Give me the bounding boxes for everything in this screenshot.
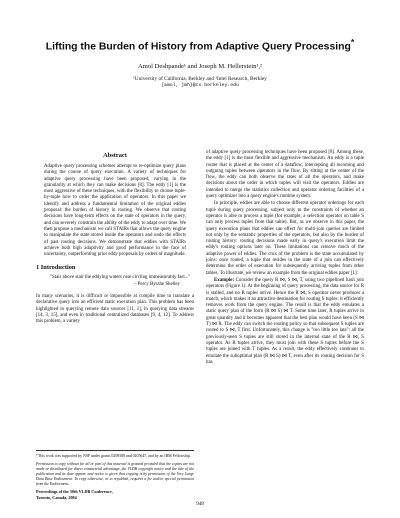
paper-authors: Amol Deshpande¹ and Joseph M. Hellerstein¹,²: [137, 63, 263, 71]
epigraph-quote: "Stair above stair the eddying waters rose circling immeasurably fast...": [50, 275, 191, 281]
right-paragraph-1: of adaptive query processing techniques have been proposed [8]. Among these, the eddy [1] is the most flexible and aggressive mechanism. An eddy is a tuple router that is placed at the center of a dataflow, intercepting all incoming and outgoing tuples between operators in the flow. By sitting at the center of the flow, the eddy can both observe the rates of all the operators, and make decisions about the order in which tuples will visit the operators. Eddies are intended to merge the statistics collection and operator ordering facilities of a query optimizer into a query engine's runtime system.: [206, 150, 364, 200]
right-column: [206, 150, 364, 366]
permission-notice: Permission to copy without fee all or part of this material is granted provided that the copies are not made or distributed for direct commercial advantage, the VLDB copyright notice and the title of the publication and its date appear, and notice is given that copying is by permission of the Very Large Data Base Endowment. To copy otherwise, or to republish, requires a fee and/or special permission from the Endowment.: [36, 461, 194, 486]
left-column: [36, 150, 194, 366]
two-column-body: [36, 150, 364, 366]
abstract-text: Adaptive query processing schemes attempt to re-optimize query plans during the course of query execution. A variety of techniques for adaptive query processing have been proposed, varying in the granularity at which they can make decisions [8]. The eddy [1] is the most aggressive of these techniques, with the flexibility to choose tuple-by-tuple how to order the application of operators. In this paper we identify and address a fundamental limitation of the original eddies proposal: the burden of history in routing. We observe that routing decisions have long-term effects on the state of operators in the query, and can severely constrain the ability of the eddy to adapt over time. We then propose a mechanism we call STAIRs that allows the query engine to manipulate the state stored inside the operators and undo the effects of past routing decisions. We demonstrate that eddies with STAIRs achieve both high adaptivity and good performance in the face of uncertainty, outperforming prior eddy proposals by orders of magnitude.: [44, 164, 186, 258]
title-footnote-mark: *: [350, 37, 355, 47]
example-text: Consider the query R ⋈ₐ S ⋈ₐ T, using two pipelined hash join operators (Figure 1). At the beginning of query processing, the data source for R is stalled, and no R tuples arrive. Hence the R ⋈ₐ S operator never produces a match, which makes it an attractive destination for routing S tuples: it efficiently removes work from the query engine. The result is that the eddy emulates a static query plan of the form (R ⋈ S) ⋈ T. Some time later, R tuples arrive in great quantity and it becomes apparent that the best plan would have been (S ⋈ T) ⋈ R. The eddy can switch the routing policy so that subsequent S tuples are routed to S ⋈ₐ T first. Unfortunately, this change is "too little too late": all the previously-seen S tuples are still stored in the internal state of the R ⋈ₐ S operator. As R tuples arrive, they must join with these S tuples before the S tuples are joined with T tuples. As a result, the eddy effectively continues to emulate the suboptimal plan (R ⋈ S) ⋈ T, even after its routing decision for S has: [206, 277, 364, 365]
example-label: Example:: [214, 277, 235, 283]
footnotes: [36, 450, 194, 500]
page-number: 948: [196, 501, 204, 507]
abstract-section: [36, 152, 194, 258]
paper-emails: {amol, jmh}@cs.berkeley.edu: [161, 82, 239, 88]
paper-title: [36, 36, 364, 53]
funding-footnote: *This work was supported by NSF under grants 0208588 and 0205647, and by an IBM Fellowship.: [36, 454, 191, 458]
proceedings-line: Proceedings of the 30th VLDB Conference,: [36, 489, 113, 495]
paper-affiliation: ¹University of California, Berkley and ²Intel Research, Berkley: [133, 76, 267, 83]
location-line: Toronto, Canada, 2004: [36, 494, 77, 500]
right-paragraph-2: In principle, eddies are able to choose different operator orderings for each tuple during query processing, subject only to the constraints of whether an operator is able to process a tuple (for example, a selection operator on table S can only process tuples from that table). But, as we observe in this paper, the query execution plans that eddies can effect for multi-join queries are limited not only by the semantic properties of the operators, but also by the burden of routing history: routing decisions made early in query's execution limit the eddy's routing options later on. These limitations can remove much of the adaptive power of eddies. The crux of the problem is the state accumulated by joins: once routed, a tuple that resides in the state of a join can effectively determine the order of execution for subsequently arriving tuples from other tables. To illustrate, we review an example from the original eddies paper [1]:: [206, 201, 364, 276]
abstract-heading: Abstract: [103, 152, 127, 159]
example-paragraph: [206, 278, 364, 366]
section-heading-introduction: 1 Introduction: [36, 264, 76, 272]
paper-title-text: Lifting the Burden of History from Adaptive Query Processing: [45, 41, 351, 53]
intro-paragraph-1: In many scenarios, it is difficult or impossible at compile time to translate a declarative query into an efficient static execution plan. This problem has been highlighted in querying remote data sources [11, 1], in querying data streams [14, 3, 15], and even in traditional centralized databases [9, 4, 12]. To address this problem, a variety: [36, 294, 194, 325]
epigraph-author: – Percy Bysshe Shelley: [133, 281, 180, 287]
introduction-section: [36, 264, 194, 325]
